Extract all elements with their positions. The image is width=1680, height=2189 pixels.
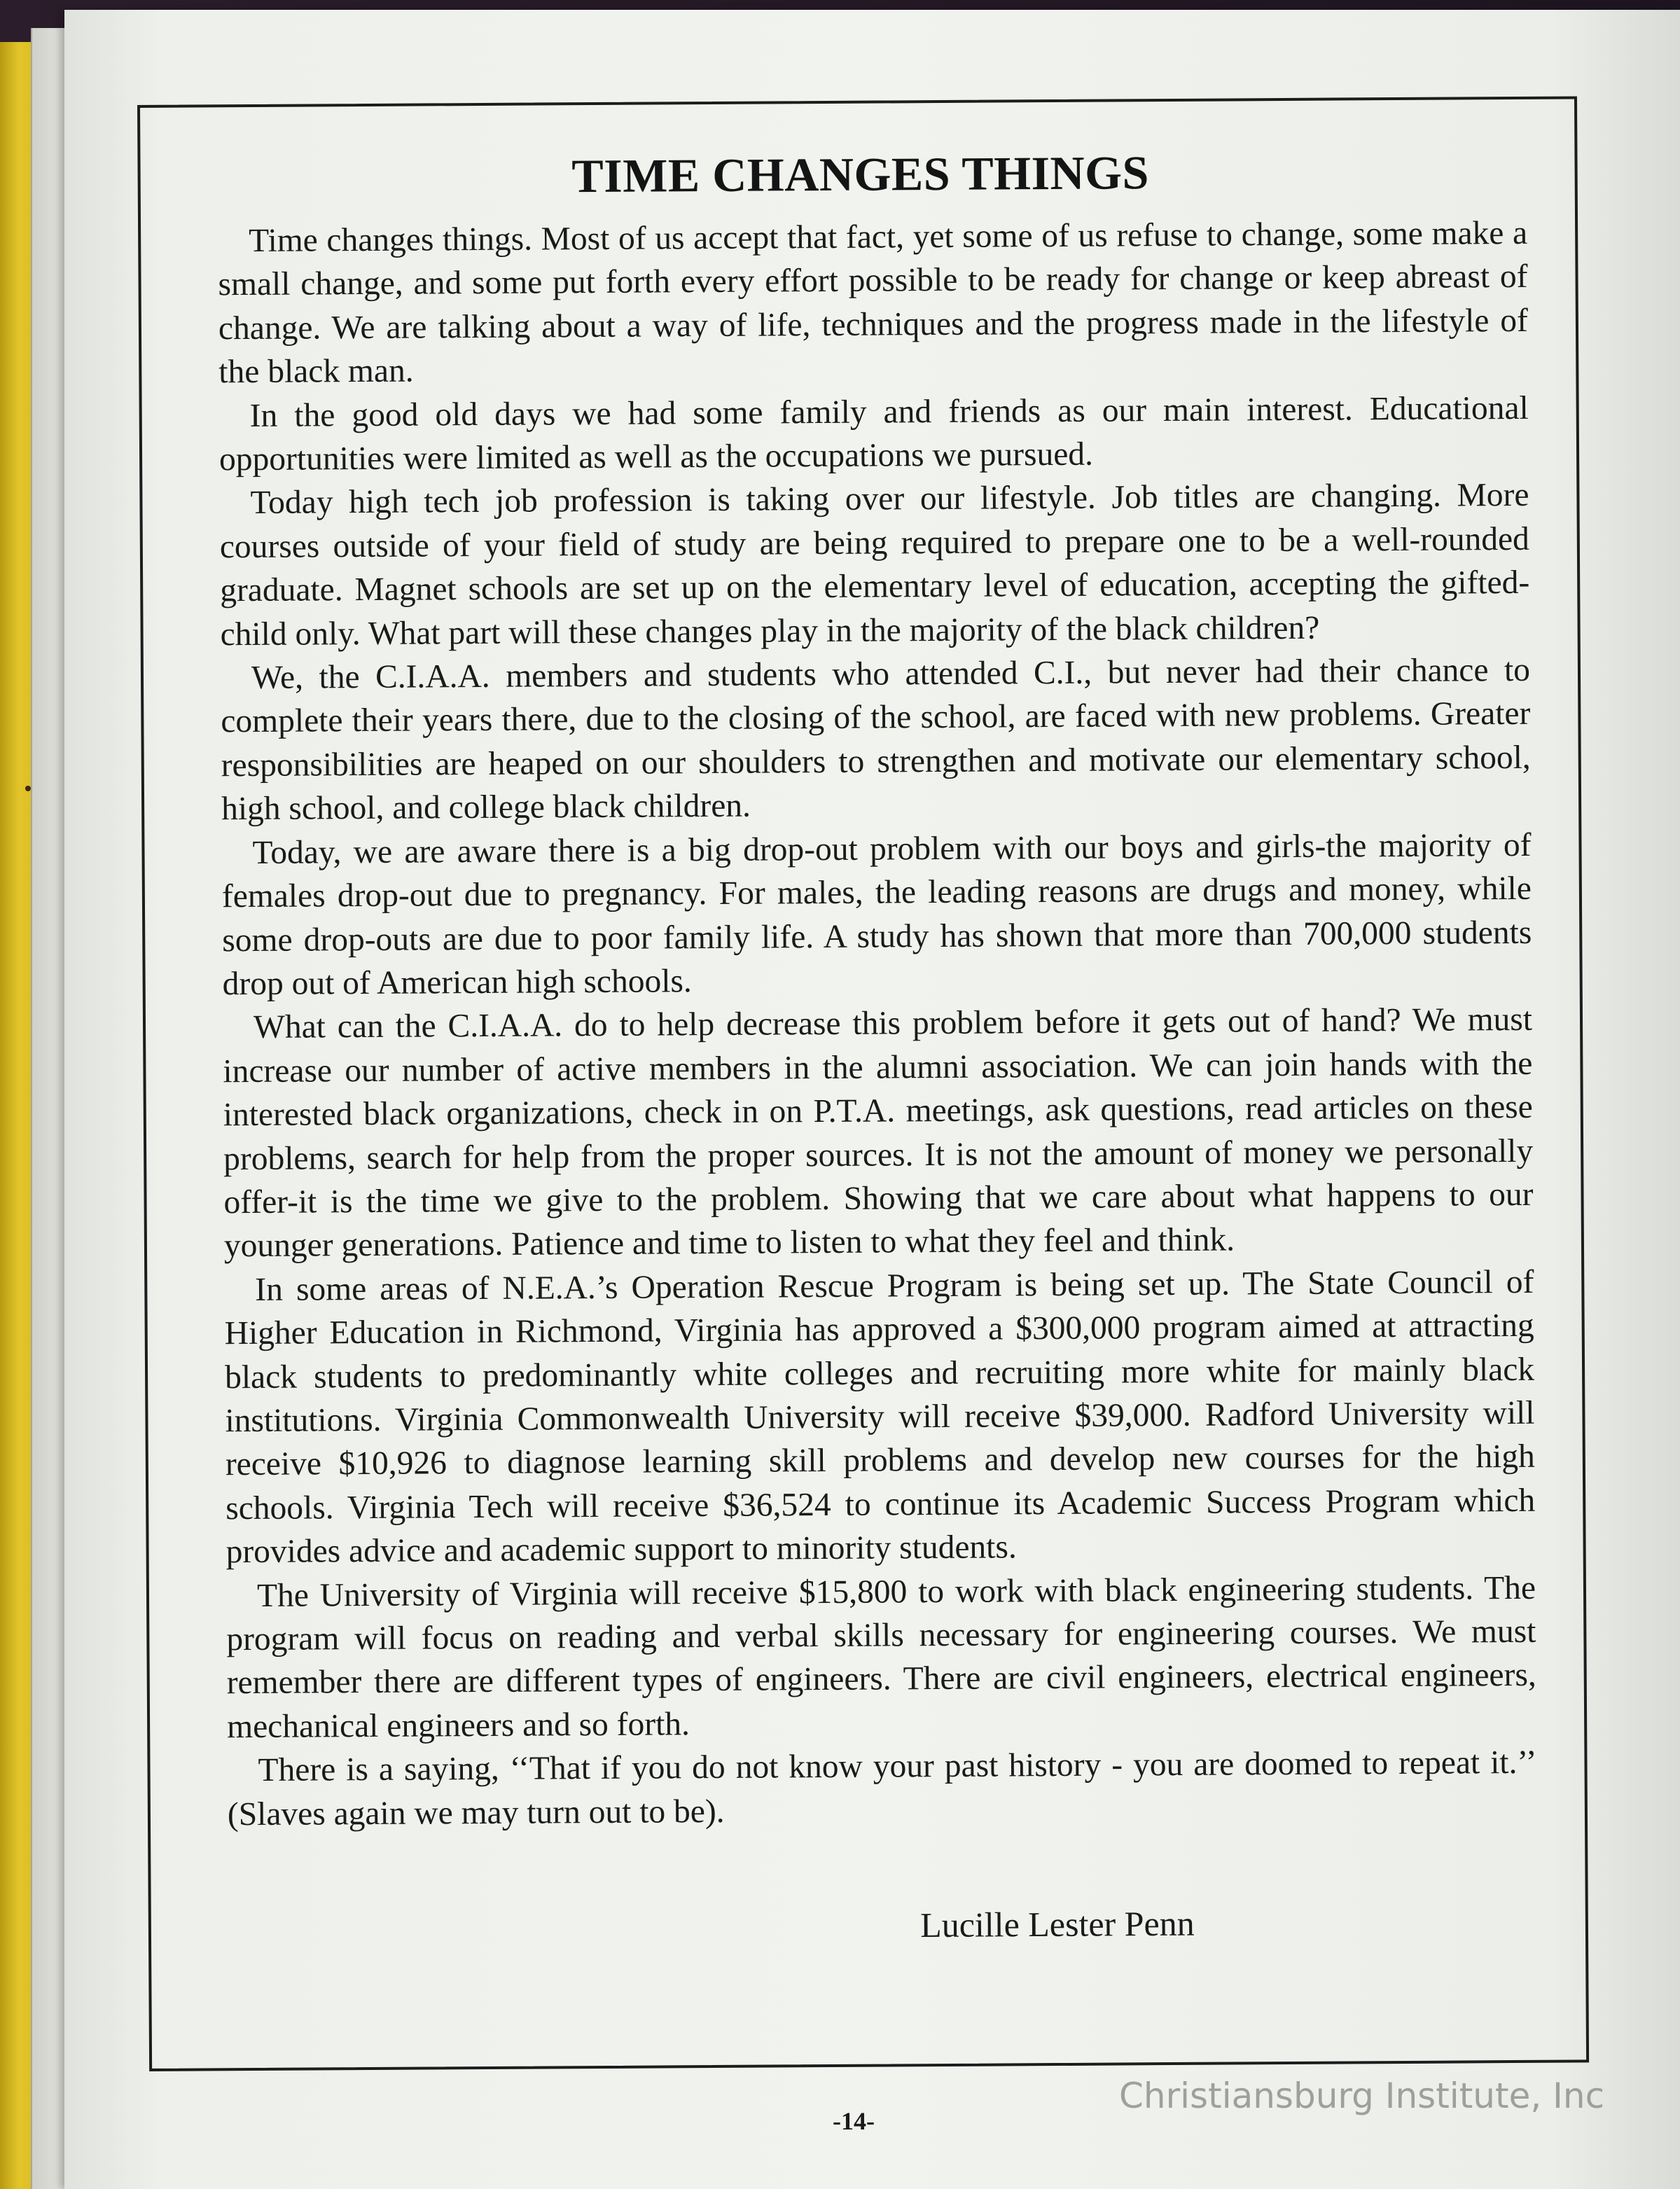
- cover-mark: [25, 786, 31, 791]
- watermark: Christiansburg Institute, Inc: [1119, 2076, 1605, 2116]
- paragraph: In some areas of N.E.A.’s Operation Rescue Program is being set up. The State Council of Higher Education in Richmond, Virginia has approved a $300,000 program aimed at attracting black students to predominantly white colleges and recruiting more white for mainly black institutions. Virginia Commonwealth University will receive $39,000. Radford University will receive $10,926 to diagnose learning skill problems and develop new courses for the high schools. Virginia Tech will receive $36,524 to continue its Academic Success Program which provides advice and academic support to minority students.: [224, 1263, 1536, 1571]
- article-frame: [137, 96, 1589, 2071]
- paragraph: What can the C.I.A.A. do to help decrease this problem before it gets out of hand? We must increase our number of active members in the alumni association. We can join hands with the interested black organizations, check in on P.T.A. meetings, ask questions, read articles on these problems, search for help from the proper sources. It is not the amount of money we personally offer-it is the time we give to the problem. Showing that we care about what happens to our younger generations. Patience and time to listen to what they feel and think.: [223, 1001, 1534, 1265]
- paragraph: Time changes things. Most of us accept that fact, yet some of us refuse to change, some make a small change, and some put forth every effort possible to be ready for change or keep abreast of change. We are talking about a way of life, techniques and the progress made in the lifestyle of the black man.: [218, 214, 1529, 391]
- paragraph: There is a saying, ‘‘That if you do not know your past history - you are doomed to repeat it.’’ (Slaves again we may turn out to be).: [227, 1744, 1537, 1833]
- article-body: [218, 211, 1537, 1836]
- paragraph: The University of Virginia will receive $15,800 to work with black engineering students. The program will focus on reading and verbal skills necessary for engineering courses. We must remember there are different types of engineers. There are civil engineers, electrical engineers, mechanical engineers and so forth.: [226, 1569, 1536, 1746]
- document-page: [64, 10, 1680, 2189]
- paragraph: Today high tech job profession is taking over our lifestyle. Job titles are changing. More courses outside of your field of study are being required to prepare one to be a well-rounded graduate. Magnet schools are set up on the elementary level of education, accepting the gifted-child only. What part will these changes play in the majority of the black children?: [219, 477, 1530, 653]
- paragraph: In the good old days we had some family and friends as our main interest. Educational opportunities were limited as well as the occupations we pursued.: [218, 389, 1529, 478]
- paragraph: Today, we are aware there is a big drop-out problem with our boys and girls-the majority of females drop-out due to pregnancy. For males, the leading reasons are drugs and money, while some drop-outs are due to poor family life. A study has shown that more than 700,000 students drop out of American high schools.: [221, 826, 1532, 1003]
- page-number: -14-: [833, 2107, 875, 2135]
- author-signature: Lucille Lester Penn: [920, 1903, 1195, 1945]
- article-title: TIME CHANGES THINGS: [571, 146, 1150, 203]
- paragraph: We, the C.I.A.A. members and students who attended C.I., but never had their chance to complete their years there, due to the closing of the school, are faced with new problems. Greater responsibilities are heaped on our shoulders to strengthen and motivate our elementary school, high school, and college black children.: [221, 651, 1531, 828]
